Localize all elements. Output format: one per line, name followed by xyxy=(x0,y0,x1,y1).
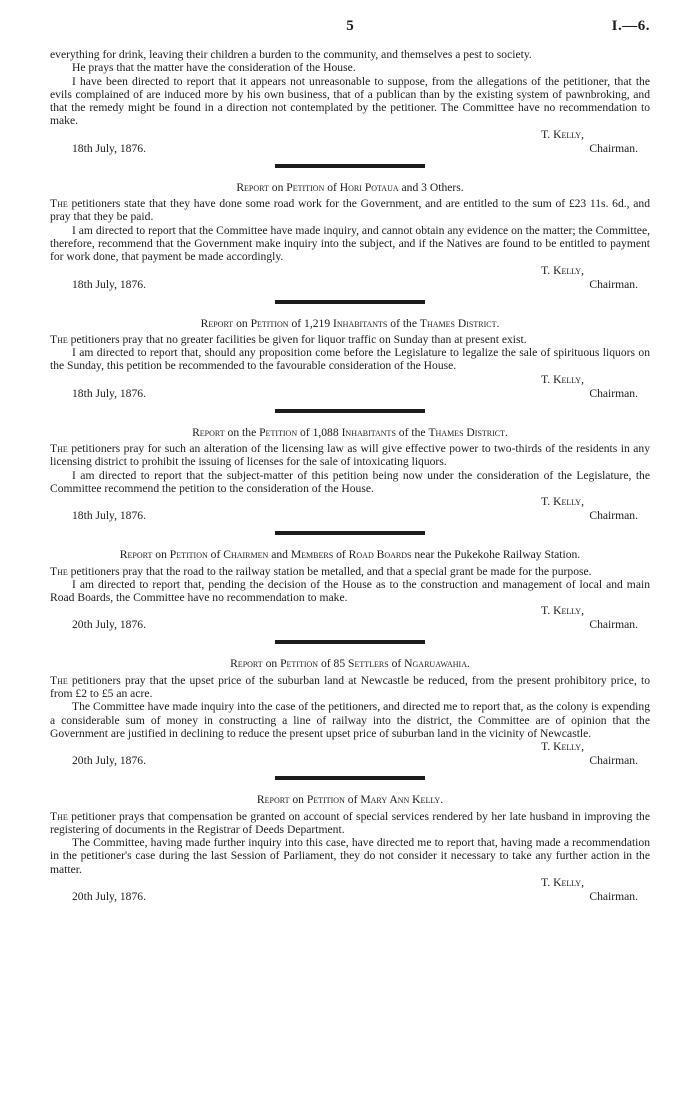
signatory-name: T. Kelly, xyxy=(541,604,584,618)
report-date: 20th July, 1876. xyxy=(72,754,146,768)
report-section xyxy=(50,181,650,292)
paragraph: The Committee, having made further inquiry into this case, have directed me to report that, having made a recommendation in the petitioner's case during the last Session of Parliament, they do not consider it necessary to take any further action in the matter. xyxy=(50,836,650,876)
signatory-name: T. Kelly, xyxy=(541,263,584,277)
report-section xyxy=(50,548,650,632)
report-title: Report on the Petition of 1,088 Inhabitants of the Thames District. xyxy=(192,425,508,439)
signature-block xyxy=(50,495,650,523)
signatory-name: T. Kelly, xyxy=(541,875,584,889)
paragraph: I am directed to report that, pending the decision of the House as to the construction and management of local and main Road Boards, the Committee have no recommendation to make. xyxy=(50,577,650,605)
signature-block xyxy=(50,373,650,401)
signatory-role: Chairman. xyxy=(589,618,638,632)
report-title: Report on Petition of Mary Ann Kelly. xyxy=(256,793,444,807)
report-section xyxy=(50,793,650,904)
paragraph: everything for drink, leaving their children a burden to the community, and themselves a pest to society. xyxy=(50,48,532,61)
intro-section xyxy=(50,48,650,156)
page-header xyxy=(50,20,650,48)
signature-block xyxy=(50,740,650,768)
signatory-role: Chairman. xyxy=(589,889,638,903)
signatory-role: Chairman. xyxy=(589,386,638,400)
signatory-role: Chairman. xyxy=(589,754,638,768)
section-divider xyxy=(275,300,425,304)
paragraph: I am directed to report that the Committee have made inquiry, and cannot obtain any evidence on the matter; the Committee, therefore, recommend that the Government make inquiry into the subject, and if the Natives are found to be entitled to payment for work done, that payment be made accordingly. xyxy=(50,223,650,264)
section-divider xyxy=(275,409,425,413)
report-date: 18th July, 1876. xyxy=(72,141,146,155)
page-number: 5 xyxy=(346,18,354,34)
report-title: Report on Petition of 85 Settlers of Ngaruawahia. xyxy=(230,657,470,671)
report-date: 18th July, 1876. xyxy=(72,277,146,291)
report-section xyxy=(50,657,650,768)
signature-block xyxy=(50,128,650,156)
signatory-role: Chairman. xyxy=(589,141,638,155)
paragraph: He prays that the matter have the consideration of the House. xyxy=(72,61,356,75)
signature-block xyxy=(50,876,650,904)
report-date: 18th July, 1876. xyxy=(72,386,146,400)
paragraph: The petitioners pray for such an alteration of the licensing law as will give effective power to two-thirds of the residents in any licensing district to prohibit the issuing of licenses for the sale of intoxicating liquors. xyxy=(50,442,650,469)
report-date: 20th July, 1876. xyxy=(72,889,146,903)
paragraph: The Committee have made inquiry into the case of the petitioners, and directed me to report that, as the colony is expending a considerable sum of money in constructing a line of railway into the district, the Committee are of opinion that the Government are justified in declining to reduce the present upset price of suburban land in the vicinity of Newcastle. xyxy=(50,700,650,740)
report-section xyxy=(50,317,650,401)
section-divider xyxy=(275,776,425,780)
report-section xyxy=(50,426,650,523)
paragraph: I am directed to report that, should any proposition come before the Legislature to legalize the sale of spirituous liquors on the Sunday, this petition be recommended to the favourable consideration of the House. xyxy=(50,346,650,373)
section-divider xyxy=(275,531,425,535)
document-reference: I.—6. xyxy=(611,18,650,34)
paragraph: I am directed to report that the subject-matter of this petition being now under the consideration of the Legislature, the Committee recommend the petition to the consideration of the House. xyxy=(50,468,650,495)
signatory-name: T. Kelly, xyxy=(541,372,584,386)
paragraph: The petitioners pray that no greater facilities be given for liquor traffic on Sunday than at present exist. xyxy=(50,332,527,346)
report-title: Report on Petition of Chairmen and Members of Road Boards near the Pukekohe Railway Station. xyxy=(119,548,581,562)
signatory-name: T. Kelly, xyxy=(541,127,584,141)
report-date: 18th July, 1876. xyxy=(72,509,146,523)
signatory-name: T. Kelly, xyxy=(541,495,584,509)
report-title: Report on Petition of 1,219 Inhabitants of the Thames District. xyxy=(200,316,500,330)
report-title: Report on Petition of Hori Potaua and 3 Others. xyxy=(236,180,464,194)
paragraph: The petitioner prays that compensation be granted on account of special services rendered by her late husband in improving the registering of documents in the Registrar of Deeds Department. xyxy=(50,809,650,836)
paragraph: The petitioners pray that the road to the railway station be metalled, and that a special grant be made for the purpose. xyxy=(50,564,592,578)
paragraph: I have been directed to report that it appears not unreasonable to suppose, from the allegations of the petitioner, that the evils complained of are induced more by his own business, that of a publican than by the existing system of pawnbroking, and that the remedy might be found in a direction not contemplated by the petitioner. The Committee have no recommendation to make. xyxy=(50,74,650,128)
signatory-role: Chairman. xyxy=(589,509,638,523)
signatory-name: T. Kelly, xyxy=(541,740,584,754)
paragraph: The petitioners state that they have done some road work for the Government, and are entitled to the sum of £23 11s. 6d., and pray that they be paid. xyxy=(50,197,650,224)
report-date: 20th July, 1876. xyxy=(72,618,146,632)
signature-block xyxy=(50,604,650,632)
signature-block xyxy=(50,264,650,292)
signatory-role: Chairman. xyxy=(589,277,638,291)
section-divider xyxy=(275,640,425,644)
paragraph: The petitioners pray that the upset price of the suburban land at Newcastle be reduced, from the present prohibitory price, to from £2 to £5 an acre. xyxy=(50,673,650,701)
section-divider xyxy=(275,164,425,168)
